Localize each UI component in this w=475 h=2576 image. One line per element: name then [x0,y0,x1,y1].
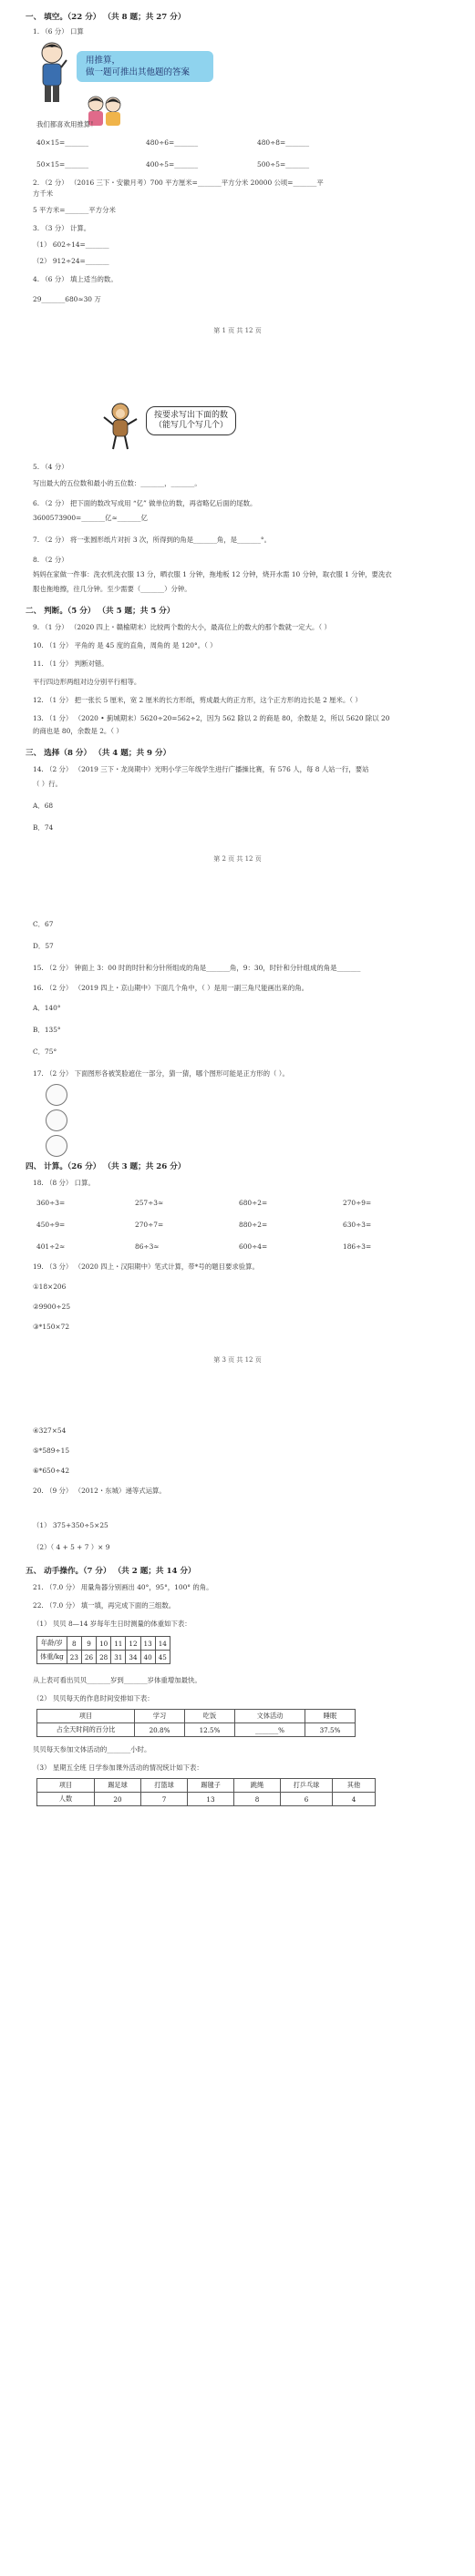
table-cell: 20 [95,1793,141,1806]
section-2-title: 二、 判断。（5 分） （共 5 题；共 5 分） [26,607,175,616]
q1-item: 50×15=_______ [36,160,89,169]
table-cell: 年龄/岁 [37,1637,67,1651]
q18-item: 450÷9= [36,1221,66,1229]
q16-option-a: A．140° [33,1004,61,1012]
q19-b: ②9900÷25 [33,1303,71,1311]
q18-item: 257÷3≈ [135,1199,164,1207]
q20-stem: 20. （9 分） （2012・东城）递等式运算。 [33,1487,166,1495]
table-cell: 打乒乓球 [281,1779,333,1793]
q1-item: 480÷6=_______ [146,138,199,147]
q19-c: ③*150×72 [33,1323,70,1331]
table-cell: 9 [81,1637,96,1651]
table-cell: 13 [188,1793,234,1806]
table-cell: 23 [67,1651,81,1664]
table-cell: _______% [235,1723,305,1737]
q16-option-b: B．135° [33,1026,61,1034]
q14-option-a: A．68 [33,802,54,810]
q18-item: 401÷2≈ [36,1242,66,1251]
q1-caption: 我们都喜欢用推算！ [36,120,98,128]
q19-d: ④327×54 [33,1426,67,1435]
q15: 15. （2 分） 钟面上 3：00 时的时针和分针所组成的角是_______角，9：30，时针和分针组成的角是_______ [33,964,361,972]
q1-item: 400÷5=_______ [146,160,199,169]
table-cell: 6 [281,1793,333,1806]
q1-item: 480÷8=_______ [257,138,310,147]
q14-option-c: C．67 [33,920,54,928]
q18-item: 880÷2= [239,1221,268,1229]
table-cell: 8 [67,1637,81,1651]
table-cell: 打篮球 [141,1779,188,1793]
hint-bubble-line-2: 做一题可推出其他题的答案 [86,67,191,77]
table-cell: 8 [234,1793,281,1806]
hint-bubble [77,51,213,82]
table-cell: 28 [97,1651,111,1664]
table-cell: 文体活动 [235,1710,305,1723]
q1-item: 40×15=_______ [36,138,89,147]
q17: 17. （2 分） 下面图形各被笑脸遮住一部分，猜一猜，哪个图形可能是正方形的（ ）。 [33,1069,289,1078]
table-cell: 踢足球 [95,1779,141,1793]
table-cell: 人数 [37,1793,95,1806]
section-5-title: 五、 动手操作。（7 分） （共 2 题；共 14 分） [26,1567,196,1576]
table-cell: 跳绳 [234,1779,281,1793]
monkey-illustration [102,401,139,450]
table-cell: 34 [126,1651,140,1664]
q18-item: 186÷3= [343,1242,372,1251]
q13-line-2: 的商也是 80，余数是 2。（ ） [33,727,123,735]
boy-illustration [36,40,67,106]
q1-item: 500÷5=_______ [257,160,310,169]
table-cell: 体重/kg [37,1651,67,1664]
prompt-bubble [146,406,236,435]
q14-option-b: B．74 [33,823,54,832]
table-cell: 14 [155,1637,170,1651]
table-cell: 占全天时间的百分比 [37,1723,135,1737]
q21: 21. （7.0 分） 用量角器分别画出 40°，95°，100° 的角。 [33,1583,213,1591]
q19-a: ①18×206 [33,1283,67,1291]
q18-item: 270÷9= [343,1199,372,1207]
q22-part-1-question: 从上表可看出贝贝_______岁到_______岁体重增加最快。 [33,1676,201,1684]
q3-stem: 3. （3 分） 计算。 [33,224,91,232]
table-cell: 40 [140,1651,155,1664]
smiley-face-icon [46,1109,67,1131]
q18-item: 86÷3≈ [135,1242,160,1251]
q20-b: （2）（ 4 + 5 + 7 ）× 9 [33,1543,110,1551]
q18-item: 270÷7= [135,1221,164,1229]
table-cell: 10 [97,1637,111,1651]
table-cell: 12.5% [185,1723,235,1737]
table-cell: 12 [126,1637,140,1651]
q22-part-2: （2） 贝贝每天的作息时间安排如下表： [33,1694,154,1702]
q22-part-3: （3） 星期五全班 日学参加课外活动的情况统计如下表： [33,1763,203,1772]
prompt-bubble-line-1: 按要求写出下面的数 [154,411,229,420]
section-1-title: 一、 填空。（22 分） （共 8 题；共 27 分） [26,13,186,22]
activity-table [36,1778,376,1806]
table-cell: 45 [155,1651,170,1664]
q2-line-1: 2. （2 分） （2016 三下・安徽月考）700 平方厘米=_______平方分米 20000 公顷=_______平 [33,179,324,187]
q5-line: 写出最大的五位数和最小的五位数：_______，_______。 [33,479,201,487]
q3-a: （1） 602÷14=_______ [33,240,109,249]
q8-stem: 8. （2 分） [33,556,68,564]
q18-item: 630÷3= [343,1221,372,1229]
hint-bubble-line-1: 用推算， [86,56,121,66]
q14-line-2: （ ）行。 [33,780,62,788]
q2-line-2: 方千米 [33,189,54,198]
prompt-bubble-line-2: （能写几个写几个） [154,421,229,430]
q6-line-2: 3600573900=_______亿≈_______亿 [33,514,148,522]
q11-statement: 平行四边形两组对边分别平行相等。 [33,678,141,686]
schedule-table [36,1709,356,1737]
q18-item: 360÷3= [36,1199,66,1207]
table-cell: 37.5% [305,1723,356,1737]
table-cell: 4 [333,1793,376,1806]
q20-a: （1） 375+350÷5×25 [33,1521,108,1529]
q16-line-1: 16. （2 分） （2019 四上・京山期中）下面几个角中，（ ）是用一副三角尺能画出来的角。 [33,984,308,992]
section-3-title: 三、 选择（8 分） （共 4 题；共 9 分） [26,749,171,758]
q22-part-1: （1） 贝贝 8—14 岁每年生日时测量的体重如下表： [33,1620,191,1628]
q19-stem: 19. （3 分） （2020 四上・汉阳期中）笔式计算，带*号的题目要求验算。 [33,1262,259,1271]
table-cell: 吃饭 [185,1710,235,1723]
page-number: 第 3 页 共 12 页 [213,1356,262,1364]
q2-line-3: 5 平方米=_______平方分米 [33,206,116,214]
q22-part-2-question: 贝贝每天参加文体活动的_______小时。 [33,1745,151,1753]
q7-line: 7. （2 分） 将一张圆形纸片对折 3 次，所得到的角是_______角，是_______°。 [33,536,272,544]
q14-option-d: D．57 [33,942,54,950]
q13-line-1: 13. （1 分） （2020 • 蓟城期末）5620÷20=562÷2，因为 562 除以 2 的商是 80，余数是 2，所以 5620 除以 20 [33,714,390,722]
q4-line: 29_______680≈30 万 [33,295,101,303]
q8-line-2: 服也拖地擦，往几分钟。至少需要（_______）分钟。 [33,585,191,593]
q18-item: 680÷2= [239,1199,268,1207]
q11: 11. （1 分） 判断对错。 [33,659,108,668]
q9: 9. （1 分） （2020 四上・赣榆期末）比较两个数的大小，最高位上的数大的那个数就一定大。（ ） [33,623,331,631]
table-cell: 31 [111,1651,126,1664]
q19-f: ⑥*650÷42 [33,1467,70,1475]
table-cell: 项目 [37,1779,95,1793]
smiley-face-icon [46,1084,67,1106]
table-cell: 20.8% [135,1723,185,1737]
q16-option-c: C．75° [33,1048,57,1056]
q18-stem: 18. （8 分） 口算。 [33,1179,95,1187]
table-cell: 26 [81,1651,96,1664]
table-cell: 其他 [333,1779,376,1793]
table-cell: 学习 [135,1710,185,1723]
weight-table [36,1636,170,1664]
q14-line-1: 14. （2 分） （2019 三下・龙岗期中）光明小学三年级学生进行广播操比赛，有 576 人，每 8 人站一行，要站 [33,765,369,773]
q6-line-1: 6. （2 分） 把下面的数改写成用 “亿” 做单位的数，再省略亿后面的尾数。 [33,499,257,507]
table-cell: 项目 [37,1710,135,1723]
page-number: 第 2 页 共 12 页 [213,855,262,863]
page-number: 第 1 页 共 12 页 [213,327,262,334]
q3-b: （2） 912÷24=_______ [33,257,109,265]
q8-line-1: 妈妈在家做一件事：洗衣机洗衣服 13 分，晒衣服 1 分钟，拖地板 12 分钟，烧开水需 10 分钟，取衣服 1 分钟，要洗衣 [33,570,392,578]
q18-item: 600÷4= [239,1242,268,1251]
table-cell: 11 [111,1637,126,1651]
smiley-face-icon [46,1135,67,1157]
q1-stem: 1. （6 分） 口算 [33,27,84,36]
section-4-title: 四、 计算。（26 分） （共 3 题；共 26 分） [26,1162,186,1171]
q10: 10. （1 分） 平角的 是 45 度的直角，周角的 是 120°。（ ） [33,641,217,649]
table-cell: 7 [141,1793,188,1806]
table-cell: 踢毽子 [188,1779,234,1793]
q4-stem: 4. （6 分） 填上适当的数。 [33,275,118,283]
table-cell: 睡眠 [305,1710,356,1723]
q12: 12. （1 分） 把一张长 5 厘米，宽 2 厘米的长方形纸，剪成最大的正方形，这个正方形的边长是 2 厘米。（ ） [33,696,362,704]
q5-stem: 5. （4 分） [33,463,68,471]
q22: 22. （7.0 分） 填一填，再完成下面的三组数。 [33,1601,176,1610]
q19-e: ⑤*589÷15 [33,1446,70,1455]
table-cell: 13 [140,1637,155,1651]
